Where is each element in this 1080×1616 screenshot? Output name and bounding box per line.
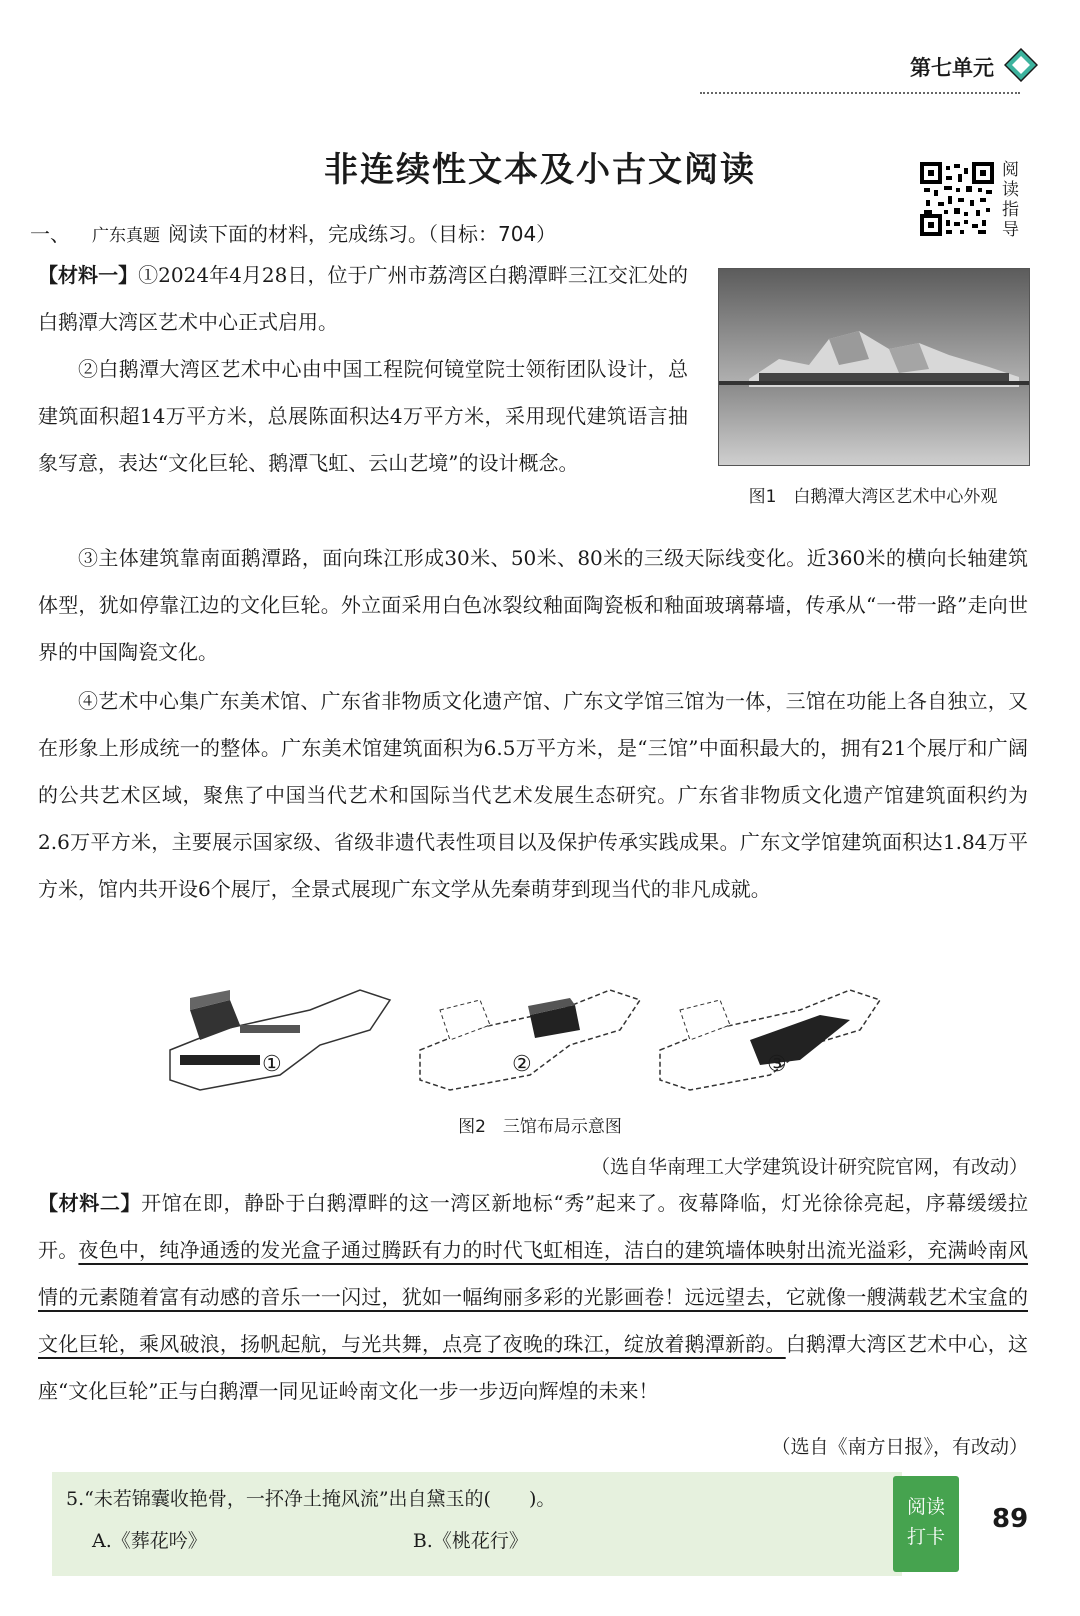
figure-1-caption: 图1 白鹅潭大湾区艺术中心外观 xyxy=(748,487,998,507)
qr-label-char: 指 xyxy=(1002,200,1019,220)
material-2-label: 【材料二】 xyxy=(38,1191,142,1215)
layout-diagram-1 xyxy=(160,970,400,1100)
section-heading xyxy=(30,218,556,247)
building-photo xyxy=(718,268,1030,466)
m2-text-c: 白鹅潭大湾区艺术中心，这座“文化巨轮”正与白鹅潭一同见证岭南文化一步一步迈向辉煌的未来！ xyxy=(38,1332,1029,1403)
unit-label: 第七单元 xyxy=(910,56,994,80)
diamond-icon xyxy=(1004,48,1038,82)
m1-paragraph-3: ③主体建筑靠南面鹅潭路，面向珠江形成30米、50米、80米的三级天际线变化。近360米的横向长轴建筑体型，犹如停靠江边的文化巨轮。外立面采用白色冰裂纹釉面陶瓷板和釉面玻璃幕墙，传承从“一带一路”走向世界的中国陶瓷文化。 xyxy=(38,546,1028,664)
m1-paragraph-4: ④艺术中心集广东美术馆、广东省非物质文化遗产馆、广东文学馆三馆为一体，三馆在功能上各自独立，又在形象上形成统一的整体。广东美术馆建筑面积为6.5万平方米，是“三馆”中面积最大的，拥有21个展厅和广阔的公共艺术区域，聚焦了中国当代艺术和国际当代艺术发展生态研究。广东省非物质文化遗产馆建筑面积约为2.6万平方米，主要展示国家级、省级非遗代表性项目以及保护传承实践成果。广东文学馆建筑面积达1.84万平方米，馆内共开设6个展厅，全景式展现广东文学从先秦萌芽到现当代的非凡成就。 xyxy=(38,689,1028,901)
section-target: （目标：704） xyxy=(428,222,557,246)
reading-checkin-badge[interactable] xyxy=(893,1476,959,1572)
building-photo-image xyxy=(719,269,1029,465)
figure-2-number-1: ① xyxy=(262,1052,282,1077)
page-title: 非连续性文本及小古文阅读 xyxy=(324,150,756,190)
figure-2-caption: 图2 三馆布局示意图 xyxy=(458,1117,622,1137)
figure-2-number-2: ② xyxy=(512,1052,532,1077)
source-1: （选自华南理工大学建筑设计研究院官网，有改动） xyxy=(590,1156,1028,1178)
section-tag: 广东真题 xyxy=(92,226,160,246)
m2-text-a: 开馆在即，静卧于白鹅潭畔的这一湾区新地标“秀”起来了。夜幕降临，灯光徐徐亮起，序幕缓缓拉开。 xyxy=(38,1191,1028,1262)
layout-diagram-2 xyxy=(410,970,650,1100)
section-instruction: 阅读下面的材料，完成练习。 xyxy=(168,222,428,246)
option-a[interactable]: A.《葬花吟》 xyxy=(92,1530,207,1552)
badge-line-2: 打卡 xyxy=(906,1526,945,1548)
footer-question: 5.“未若锦囊收艳骨，一抔净土掩风流”出自黛玉的( )。 xyxy=(66,1488,556,1510)
material-2-paragraph xyxy=(38,1180,1028,1415)
qr-label xyxy=(1002,160,1022,240)
material-1-intro xyxy=(38,252,688,487)
qr-label-char: 读 xyxy=(1002,180,1019,200)
page-number: 89 xyxy=(992,1504,1029,1534)
header-divider xyxy=(700,92,1020,94)
footer-options xyxy=(92,1526,792,1553)
m1-paragraph-1: ①2024年4月28日，位于广州市荔湾区白鹅潭畔三江交汇处的白鹅潭大湾区艺术中心正式启用。 xyxy=(38,263,688,334)
source-2: （选自《南方日报》，有改动） xyxy=(771,1436,1028,1458)
badge-line-1: 阅读 xyxy=(906,1496,945,1518)
section-index: 一、 xyxy=(30,222,70,246)
option-b[interactable]: B.《桃花行》 xyxy=(412,1530,528,1552)
m1-paragraph-2: ②白鹅潭大湾区艺术中心由中国工程院何镜堂院士领衔团队设计，总建筑面积超14万平方米，总展陈面积达4万平方米，采用现代建筑语言抽象写意，表达“文化巨轮、鹅潭飞虹、云山艺境”的设计概念。 xyxy=(38,357,688,475)
figure-2-number-3: ③ xyxy=(767,1052,787,1077)
qr-code-icon[interactable] xyxy=(920,162,994,236)
m2-underlined-text: 夜色中，纯净通透的发光盒子通过腾跃有力的时代飞虹相连，洁白的建筑墙体映射出流光溢彩，充满岭南风情的元素随着富有动感的音乐一一闪过，犹如一幅绚丽多彩的光影画卷！远远望去，它就像一艘满载艺术宝盒的文化巨轮，乘风破浪，扬帆起航，与光共舞，点亮了夜晚的珠江，绽放着鹅潭新韵。 xyxy=(38,1238,1029,1356)
qr-label-char: 导 xyxy=(1002,220,1019,240)
layout-diagram-3 xyxy=(650,970,890,1100)
material-1-label: 【材料一】 xyxy=(38,263,139,287)
qr-label-char: 阅 xyxy=(1002,160,1019,180)
